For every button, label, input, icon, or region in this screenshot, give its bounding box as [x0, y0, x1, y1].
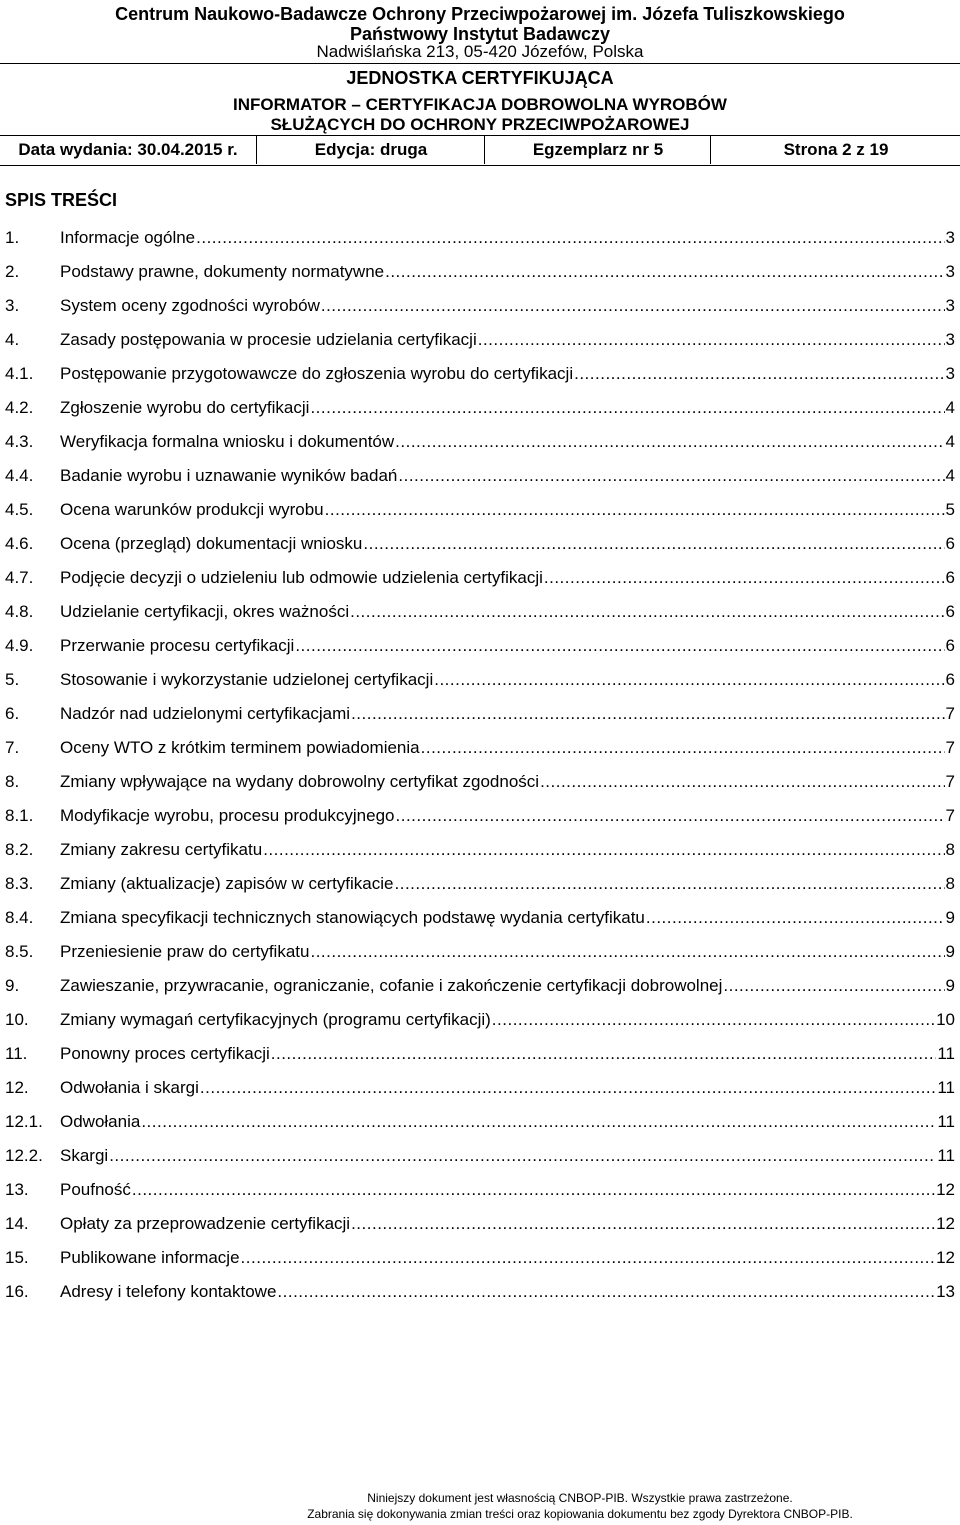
- toc-dot-leader: [398, 462, 944, 490]
- toc-entry-page: 9: [945, 976, 955, 995]
- toc-entry-number: 7.: [5, 738, 20, 757]
- toc-entry[interactable]: [5, 768, 955, 802]
- toc-entry[interactable]: [5, 836, 955, 870]
- toc-entry-number: 12.1.: [5, 1112, 43, 1131]
- toc-entry-title: Zmiany (aktualizacje) zapisów w certyfikacie: [60, 874, 394, 893]
- toc-dot-leader: [646, 904, 945, 932]
- toc-entry-page: 7: [945, 704, 955, 723]
- header-doc-subtitle: SŁUŻĄCYCH DO OCHRONY PRZECIWPOŻAROWEJ: [270, 115, 690, 134]
- toc-entry-number: 12.2.: [5, 1146, 43, 1165]
- toc-entry-number: 13.: [5, 1180, 29, 1199]
- toc-dot-leader: [277, 1278, 935, 1306]
- toc-entry-number: 6.: [5, 704, 20, 723]
- toc-dot-leader: [478, 326, 945, 354]
- toc-entry-title: Badanie wyrobu i uznawanie wyników badań: [60, 466, 398, 485]
- toc-entry-page: 8: [945, 874, 955, 893]
- toc-entry-page: 6: [945, 568, 955, 587]
- toc-entry-title: Ocena warunków produkcji wyrobu: [60, 500, 324, 519]
- toc-entry-page: 9: [945, 908, 955, 927]
- toc-entry-page: 11: [937, 1078, 955, 1097]
- toc-entry-number: 4.3.: [5, 432, 34, 451]
- toc-entry[interactable]: [5, 1040, 955, 1074]
- toc-entry[interactable]: [5, 1006, 955, 1040]
- toc-entry-page: 4: [945, 432, 955, 451]
- toc-dot-leader: [351, 700, 944, 728]
- toc-dot-leader: [310, 938, 944, 966]
- toc-entry-page: 7: [945, 772, 955, 791]
- toc-dot-leader: [395, 870, 945, 898]
- toc-entry-number: 4.4.: [5, 466, 34, 485]
- toc-dot-leader: [310, 394, 944, 422]
- toc-dot-leader: [396, 802, 945, 830]
- toc-entry-number: 8.3.: [5, 874, 34, 893]
- toc-entry-title: Nadzór nad udzielonymi certyfikacjami: [60, 704, 351, 723]
- toc-dot-leader: [196, 224, 944, 252]
- toc-dot-leader: [271, 1040, 937, 1068]
- toc-entry-title: Opłaty za przeprowadzenie certyfikacji: [60, 1214, 351, 1233]
- toc-entry[interactable]: [5, 564, 955, 598]
- toc-entry-title: Ponowny proces certyfikacji: [60, 1044, 270, 1063]
- toc-dot-leader: [321, 292, 945, 320]
- toc-dot-leader: [241, 1244, 936, 1272]
- header-page-number: Strona 2 z 19: [710, 136, 960, 164]
- toc-entry-number: 8.: [5, 772, 20, 791]
- toc-entry-page: 5: [945, 500, 955, 519]
- toc-entry-page: 7: [945, 806, 955, 825]
- toc-entry-title: Zmiany wymagań certyfikacyjnych (programu certyfikacji): [60, 1010, 491, 1029]
- toc-dot-leader: [132, 1176, 935, 1204]
- toc-dot-leader: [395, 428, 944, 456]
- toc-entry-page: 7: [945, 738, 955, 757]
- toc-entry[interactable]: [5, 326, 955, 360]
- footer-notice: Zabrania się dokonywania zmian treści oraz kopiowania dokumentu bez zgody Dyrektora CNBOP-PIB.: [307, 1507, 853, 1521]
- toc-dot-leader: [141, 1108, 936, 1136]
- toc-entry-page: 3: [945, 364, 955, 383]
- table-of-contents: [5, 224, 955, 1312]
- toc-entry[interactable]: [5, 1210, 955, 1244]
- toc-entry-page: 6: [945, 534, 955, 553]
- toc-entry[interactable]: [5, 428, 955, 462]
- toc-entry[interactable]: [5, 666, 955, 700]
- toc-entry[interactable]: [5, 530, 955, 564]
- toc-entry-page: 10: [936, 1010, 955, 1029]
- toc-entry-title: Ocena (przegląd) dokumentacji wniosku: [60, 534, 363, 553]
- header-institute-type: Państwowy Instytut Badawczy: [349, 24, 611, 44]
- toc-entry-title: Postępowanie przygotowawcze do zgłoszenia wyrobu do certyfikacji: [60, 364, 574, 383]
- toc-entry-number: 4.1.: [5, 364, 34, 383]
- toc-entry-number: 16.: [5, 1282, 29, 1301]
- toc-dot-leader: [492, 1006, 935, 1034]
- toc-entry[interactable]: [5, 700, 955, 734]
- toc-entry-title: Udzielanie certyfikacji, okres ważności: [60, 602, 350, 621]
- toc-entry-number: 8.2.: [5, 840, 34, 859]
- toc-entry[interactable]: [5, 394, 955, 428]
- toc-entry-page: 12: [936, 1180, 955, 1199]
- toc-entry[interactable]: [5, 632, 955, 666]
- toc-entry[interactable]: [5, 1108, 955, 1142]
- toc-entry-title: Zawieszanie, przywracanie, ograniczanie, cofanie i zakończenie certyfikacji dobrowolnej: [60, 976, 723, 995]
- toc-entry-number: 4.9.: [5, 636, 34, 655]
- toc-entry-title: Weryfikacja formalna wniosku i dokumentów: [60, 432, 395, 451]
- toc-entry-number: 9.: [5, 976, 20, 995]
- toc-entry-title: Poufność: [60, 1180, 131, 1199]
- toc-entry[interactable]: [5, 598, 955, 632]
- toc-dot-leader: [263, 836, 944, 864]
- toc-dot-leader: [544, 564, 945, 592]
- toc-entry-number: 4.: [5, 330, 20, 349]
- toc-dot-leader: [109, 1142, 936, 1170]
- toc-dot-leader: [351, 1210, 935, 1238]
- toc-entry-number: 15.: [5, 1248, 29, 1267]
- toc-entry[interactable]: [5, 1176, 955, 1210]
- toc-entry-title: Podjęcie decyzji o udzieleniu lub odmowie udzielenia certyfikacji: [60, 568, 543, 587]
- toc-entry-number: 4.5.: [5, 500, 34, 519]
- toc-entry-number: 10.: [5, 1010, 29, 1029]
- toc-dot-leader: [723, 972, 944, 1000]
- document-footer: [0, 1490, 960, 1522]
- toc-entry-title: Zgłoszenie wyrobu do certyfikacji: [60, 398, 310, 417]
- header-issue-date: Data wydania: 30.04.2015 r.: [18, 140, 238, 159]
- toc-entry-title: Informacje ogólne: [60, 228, 196, 247]
- toc-entry-page: 11: [937, 1146, 955, 1165]
- toc-entry[interactable]: [5, 496, 955, 530]
- toc-entry-page: 4: [945, 466, 955, 485]
- toc-entry-number: 11.: [5, 1044, 28, 1063]
- header-copy-number: Egzemplarz nr 5: [484, 136, 711, 164]
- toc-entry-title: Oceny WTO z krótkim terminem powiadomienia: [60, 738, 420, 757]
- toc-entry-title: Zmiany wpływające na wydany dobrowolny certyfikat zgodności: [60, 772, 540, 791]
- toc-dot-leader: [421, 734, 945, 762]
- toc-entry-page: 3: [945, 228, 955, 247]
- toc-entry-title: Modyfikacje wyrobu, procesu produkcyjnego: [60, 806, 395, 825]
- toc-entry-title: Stosowanie i wykorzystanie udzielonej certyfikacji: [60, 670, 434, 689]
- toc-entry[interactable]: [5, 1244, 955, 1278]
- toc-entry-number: 1.: [5, 228, 20, 247]
- toc-dot-leader: [363, 530, 944, 558]
- toc-dot-leader: [385, 258, 944, 286]
- toc-entry-page: 9: [945, 942, 955, 961]
- header-doc-title: INFORMATOR – CERTYFIKACJA DOBROWOLNA WYROBÓW: [233, 95, 727, 114]
- toc-entry-page: 11: [937, 1112, 955, 1131]
- toc-entry-number: 4.7.: [5, 568, 34, 587]
- toc-entry-page: 3: [945, 262, 955, 281]
- toc-dot-leader: [295, 632, 944, 660]
- toc-entry[interactable]: [5, 224, 955, 258]
- header-unit: JEDNOSTKA CERTYFIKUJĄCA: [346, 68, 614, 88]
- toc-entry-number: 8.5.: [5, 942, 34, 961]
- toc-entry-title: Publikowane informacje: [60, 1248, 240, 1267]
- toc-entry-title: Zmiana specyfikacji technicznych stanowiących podstawę wydania certyfikatu: [60, 908, 645, 927]
- toc-entry-number: 4.8.: [5, 602, 34, 621]
- toc-dot-leader: [540, 768, 944, 796]
- toc-dot-leader: [574, 360, 944, 388]
- toc-dot-leader: [200, 1074, 936, 1102]
- toc-entry-title: System oceny zgodności wyrobów: [60, 296, 320, 315]
- toc-entry-page: 6: [945, 636, 955, 655]
- document-header: [0, 0, 960, 166]
- toc-entry-page: 12: [936, 1248, 955, 1267]
- toc-entry-title: Przerwanie procesu certyfikacji: [60, 636, 295, 655]
- toc-entry-page: 6: [945, 670, 955, 689]
- toc-entry[interactable]: [5, 1074, 955, 1108]
- toc-entry[interactable]: [5, 904, 955, 938]
- toc-entry-title: Skargi: [60, 1146, 109, 1165]
- toc-entry-number: 3.: [5, 296, 20, 315]
- toc-entry[interactable]: [5, 258, 955, 292]
- toc-entry-page: 8: [945, 840, 955, 859]
- header-divider: [0, 63, 960, 64]
- toc-entry-number: 8.1.: [5, 806, 34, 825]
- toc-dot-leader: [325, 496, 945, 524]
- toc-dot-leader: [434, 666, 944, 694]
- toc-entry[interactable]: [5, 802, 955, 836]
- toc-entry[interactable]: [5, 462, 955, 496]
- toc-entry[interactable]: [5, 1142, 955, 1176]
- toc-entry-title: Odwołania: [60, 1112, 141, 1131]
- toc-entry-number: 12.: [5, 1078, 29, 1097]
- toc-entry-page: 4: [945, 398, 955, 417]
- toc-entry[interactable]: [5, 938, 955, 972]
- header-edition: Edycja: druga: [256, 136, 485, 164]
- toc-entry-page: 11: [937, 1044, 955, 1063]
- toc-entry-number: 4.2.: [5, 398, 34, 417]
- toc-entry-number: 2.: [5, 262, 20, 281]
- toc-entry[interactable]: [5, 360, 955, 394]
- toc-entry-number: 8.4.: [5, 908, 34, 927]
- toc-entry-title: Odwołania i skargi: [60, 1078, 199, 1097]
- toc-entry-number: 14.: [5, 1214, 29, 1233]
- toc-title: SPIS TREŚCI: [5, 190, 118, 210]
- footer-copyright: Niniejszy dokument jest własnością CNBOP-PIB. Wszystkie prawa zastrzeżone.: [367, 1491, 793, 1505]
- toc-entry-page: 6: [945, 602, 955, 621]
- toc-entry-title: Adresy i telefony kontaktowe: [60, 1282, 277, 1301]
- toc-entry-page: 13: [936, 1282, 955, 1301]
- toc-entry-number: 5.: [5, 670, 20, 689]
- header-institution: Centrum Naukowo-Badawcze Ochrony Przeciwpożarowej im. Józefa Tuliszkowskiego: [115, 4, 845, 24]
- toc-entry[interactable]: [5, 870, 955, 904]
- toc-entry-title: Zasady postępowania w procesie udzielania certyfikacji: [60, 330, 477, 349]
- toc-entry[interactable]: [5, 292, 955, 326]
- toc-entry[interactable]: [5, 734, 955, 768]
- toc-entry-title: Podstawy prawne, dokumenty normatywne: [60, 262, 385, 281]
- toc-entry-title: Zmiany zakresu certyfikatu: [60, 840, 263, 859]
- header-address: Nadwiślańska 213, 05-420 Józefów, Polska: [316, 42, 644, 61]
- toc-entry-title: Przeniesienie praw do certyfikatu: [60, 942, 310, 961]
- toc-dot-leader: [350, 598, 944, 626]
- toc-entry[interactable]: [5, 972, 955, 1006]
- toc-entry-page: 3: [945, 296, 955, 315]
- toc-entry-number: 4.6.: [5, 534, 34, 553]
- toc-entry-page: 12: [936, 1214, 955, 1233]
- toc-entry[interactable]: [5, 1278, 955, 1312]
- toc-entry-page: 3: [945, 330, 955, 349]
